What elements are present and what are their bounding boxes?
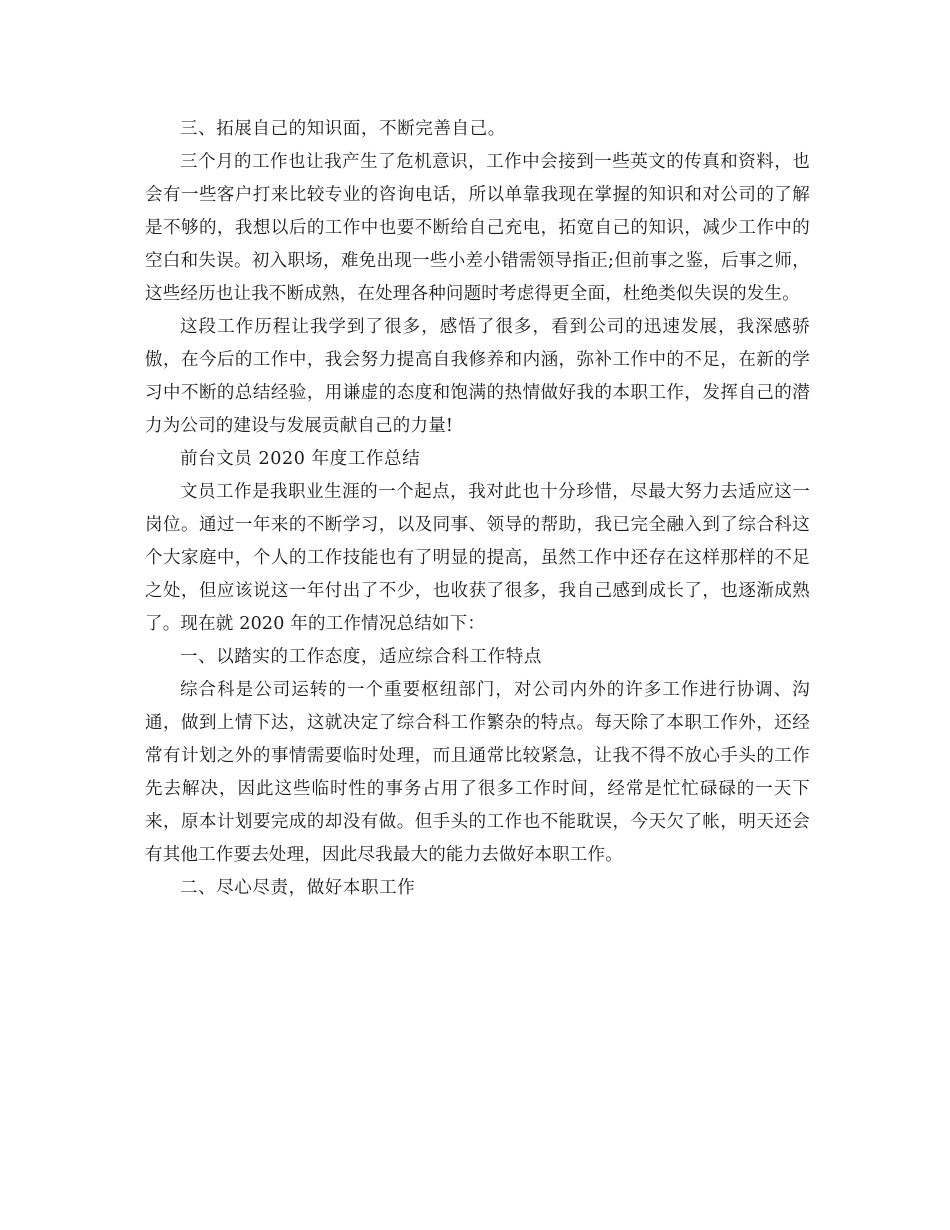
paragraph: 综合科是公司运转的一个重要枢纽部门，对公司内外的许多工作进行协调、沟通，做到上情下达，这就决定了综合科工作繁杂的特点。每天除了本职工作外，还经常有计划之外的事情需要临时处理，而且通常比较紧急，让我不得不放心手头的工作先去解决，因此这些临时性的事务占用了很多工作时间，经常是忙忙碌碌的一天下来，原本计划要完成的却没有做。但手头的工作也不能耽误，今天欠了帐，明天还会有其他工作要去处理，因此尽我最大的能力去做好本职工作。 xyxy=(145,680,810,865)
document-body xyxy=(145,113,810,905)
paragraph: 文员工作是我职业生涯的一个起点，我对此也十分珍惜，尽最大努力去适应这一岗位。通过一年来的不断学习，以及同事、领导的帮助，我已完全融入到了综合科这个大家庭中，个人的工作技能也有了明显的提高，虽然工作中还存在这样那样的不足之处，但应该说这一年付出了不少，也收获了很多，我自己感到成长了，也逐渐成熟了。现在就 2020 年的工作情况总结如下： xyxy=(145,482,810,634)
document-title: 前台文员 2020 年度工作总结 xyxy=(180,449,421,469)
section-heading-3: 三、拓展自己的知识面，不断完善自己。 xyxy=(180,119,506,139)
section-heading-2: 二、尽心尽责，做好本职工作 xyxy=(180,878,416,898)
section-heading-1: 一、以踏实的工作态度，适应综合科工作特点 xyxy=(180,647,542,667)
paragraph: 三个月的工作也让我产生了危机意识，工作中会接到一些英文的传真和资料，也会有一些客户打来比较专业的咨询电话，所以单靠我现在掌握的知识和对公司的了解是不够的，我想以后的工作中也要不断给自己充电，拓宽自己的知识，减少工作中的空白和失误。初入职场，难免出现一些小差小错需领导指正;但前事之鉴，后事之师，这些经历也让我不断成熟，在处理各种问题时考虑得更全面，杜绝类似失误的发生。 xyxy=(145,152,810,304)
paragraph: 这段工作历程让我学到了很多，感悟了很多，看到公司的迅速发展，我深感骄傲，在今后的工作中，我会努力提高自我修养和内涵，弥补工作中的不足，在新的学习中不断的总结经验，用谦虚的态度和饱满的热情做好我的本职工作，发挥自己的潜力为公司的建设与发展贡献自己的力量! xyxy=(145,317,810,436)
